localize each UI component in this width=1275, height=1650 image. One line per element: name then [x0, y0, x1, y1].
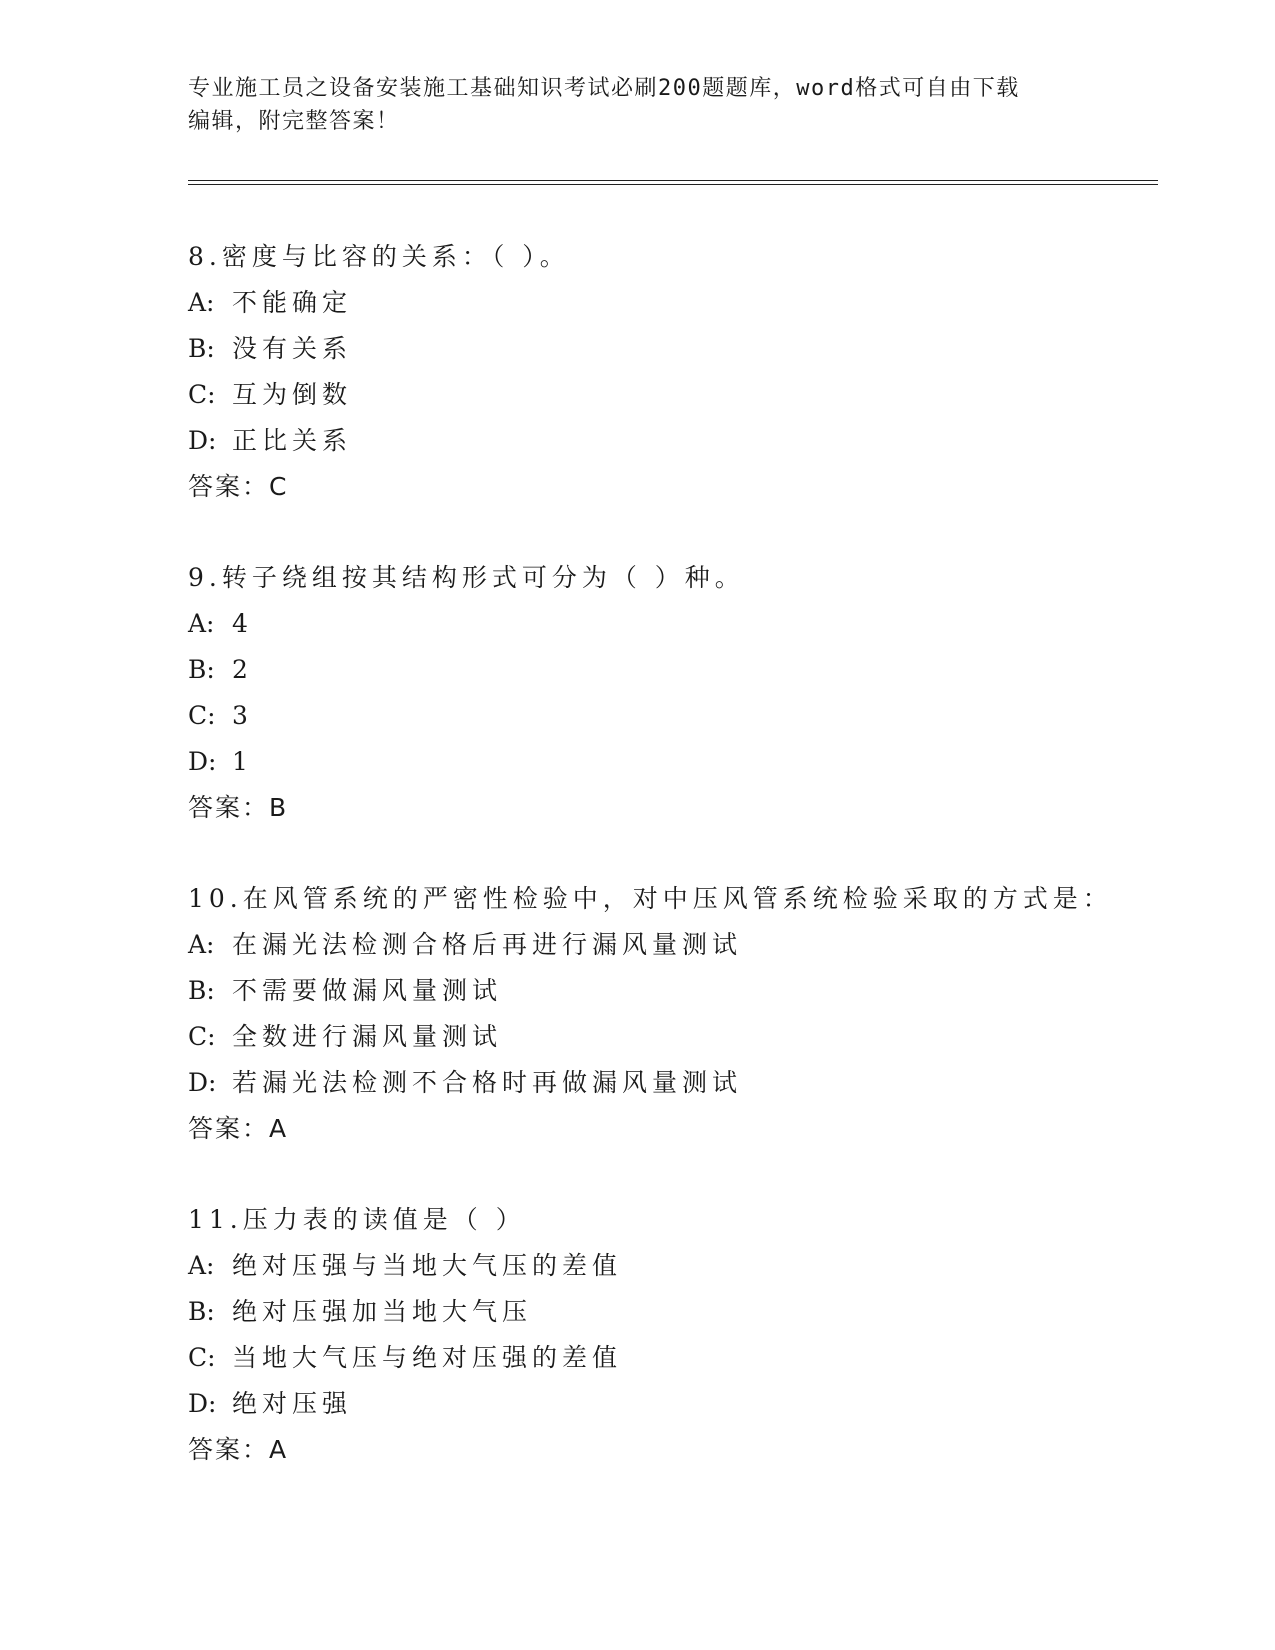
option-text: 3 — [232, 701, 253, 730]
option-c — [188, 1335, 1188, 1381]
option-b — [188, 326, 1188, 372]
option-text: 2 — [232, 655, 253, 684]
option-letter: D: — [188, 747, 217, 776]
option-letter: C: — [188, 1022, 216, 1051]
option-letter: D: — [188, 426, 217, 455]
header-title-line-1: 专业施工员之设备安装施工基础知识考试必刷200题题库，word格式可自由下载 — [188, 76, 1020, 101]
option-text: 1 — [232, 747, 253, 776]
option-b — [188, 968, 1188, 1014]
option-text: 绝对压强与当地大气压的差值 — [232, 1251, 623, 1280]
option-text: 绝对压强加当地大气压 — [232, 1297, 533, 1326]
document-header — [188, 72, 1068, 138]
option-letter: A: — [188, 288, 215, 317]
option-d — [188, 1381, 1188, 1427]
option-text: 在漏光法检测合格后再进行漏风量测试 — [232, 930, 743, 959]
option-text: 全数进行漏风量测试 — [232, 1022, 503, 1051]
answer-line: 答案：C — [188, 472, 289, 501]
option-a — [188, 280, 1188, 326]
option-text: 互为倒数 — [232, 380, 353, 409]
option-letter: B: — [188, 334, 215, 363]
option-letter: B: — [188, 976, 215, 1005]
option-d — [188, 739, 1188, 785]
option-letter: C: — [188, 380, 216, 409]
option-b — [188, 647, 1188, 693]
question-text: 9.转子绕组按其结构形式可分为（ ）种。 — [188, 563, 745, 592]
option-letter: D: — [188, 1068, 217, 1097]
option-letter: A: — [188, 1251, 215, 1280]
header-divider-top — [188, 180, 1158, 181]
question-10 — [188, 876, 1188, 1152]
option-c — [188, 693, 1188, 739]
option-c — [188, 372, 1188, 418]
option-letter: C: — [188, 701, 216, 730]
option-letter: A: — [188, 609, 215, 638]
option-a — [188, 922, 1188, 968]
answer-line: 答案：A — [188, 1114, 289, 1143]
option-text: 不需要做漏风量测试 — [232, 976, 503, 1005]
header-title-line-2: 编辑，附完整答案！ — [188, 109, 400, 134]
question-text: 11.压力表的读值是（ ） — [188, 1205, 526, 1234]
question-9 — [188, 555, 1188, 831]
option-text: 绝对压强 — [232, 1389, 353, 1418]
option-text: 当地大气压与绝对压强的差值 — [232, 1343, 623, 1372]
option-d — [188, 418, 1188, 464]
option-text: 4 — [232, 609, 253, 638]
option-letter: B: — [188, 655, 215, 684]
question-11 — [188, 1197, 1188, 1473]
option-a — [188, 601, 1188, 647]
answer-line: 答案：A — [188, 1435, 289, 1464]
question-text: 8.密度与比容的关系：（ ）。 — [188, 242, 570, 271]
option-a — [188, 1243, 1188, 1289]
option-letter: B: — [188, 1297, 215, 1326]
option-text: 不能确定 — [232, 288, 353, 317]
option-text: 没有关系 — [232, 334, 353, 363]
option-c — [188, 1014, 1188, 1060]
header-divider-bottom — [188, 184, 1158, 185]
question-text: 10.在风管系统的严密性检验中，对中压风管系统检验采取的方式是： — [188, 884, 1113, 913]
question-8 — [188, 234, 1188, 510]
option-text: 若漏光法检测不合格时再做漏风量测试 — [232, 1068, 743, 1097]
option-b — [188, 1289, 1188, 1335]
option-letter: C: — [188, 1343, 216, 1372]
answer-line: 答案：B — [188, 793, 289, 822]
option-letter: A: — [188, 930, 215, 959]
option-letter: D: — [188, 1389, 217, 1418]
option-d — [188, 1060, 1188, 1106]
option-text: 正比关系 — [232, 426, 353, 455]
